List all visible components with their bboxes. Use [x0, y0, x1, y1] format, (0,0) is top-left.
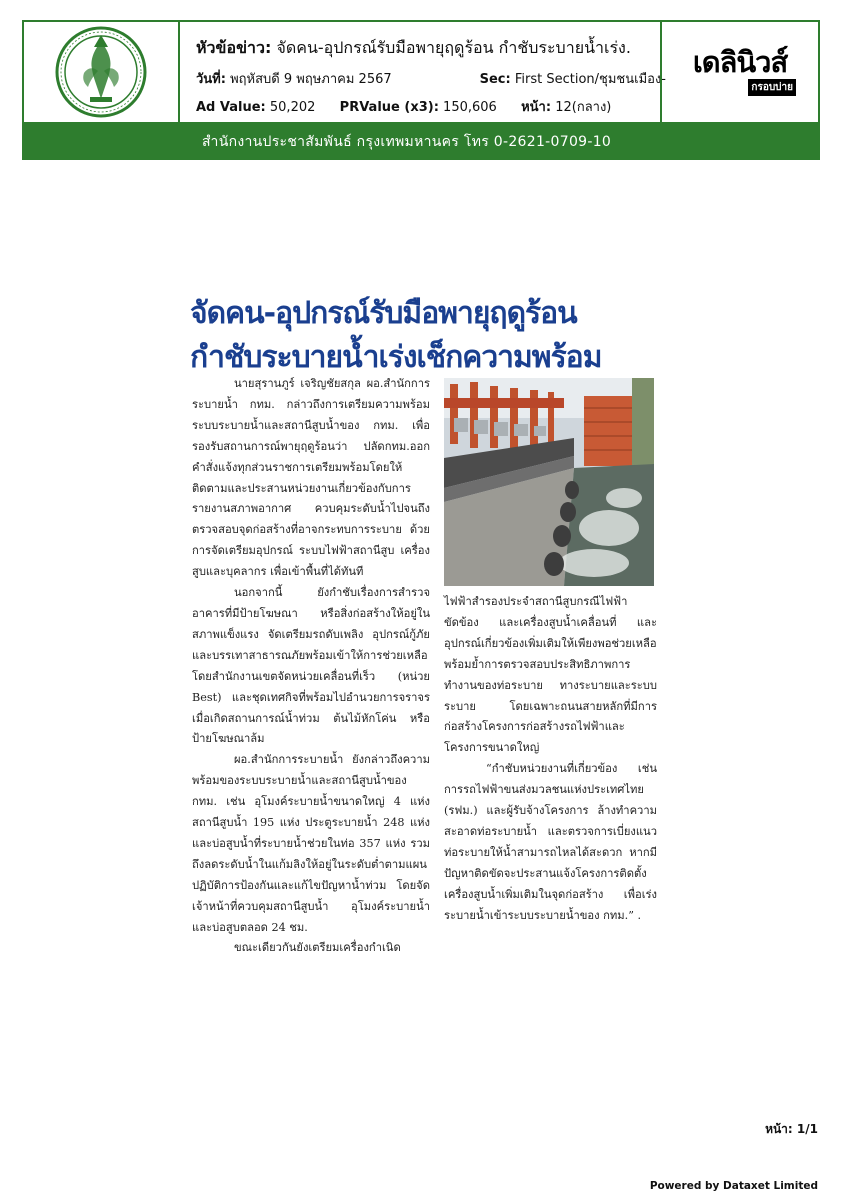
- clipping-info: [196, 22, 666, 122]
- headline-text: จัดคน-อุปกรณ์รับมือพายุฤดูร้อน กำชับระบายน้ำเร่ง.: [276, 38, 631, 57]
- ad-value: 50,202: [269, 100, 316, 115]
- pr-value-label: PRValue (x3):: [339, 100, 439, 115]
- section-label: Sec:: [479, 72, 511, 87]
- pr-value: 150,606: [443, 100, 497, 115]
- page-label: หน้า:: [521, 100, 552, 115]
- article-photo: [444, 378, 654, 586]
- section-info: [480, 68, 666, 89]
- page-indicator-label: หน้า:: [765, 1122, 793, 1136]
- article-column-right: [444, 592, 657, 927]
- page-indicator: [765, 1120, 818, 1139]
- headline-row: [196, 36, 631, 61]
- newspaper-name: เดลินิวส์: [692, 45, 788, 79]
- pumping-station-photo: [444, 378, 654, 586]
- article-title-line-1: จัดคน-อุปกรณ์รับมือพายุฤดูร้อน: [190, 296, 577, 331]
- article-title: [190, 292, 660, 380]
- clipping-header: [22, 20, 820, 124]
- logo-cell: [24, 22, 180, 122]
- article-paragraph: ผอ.สำนักการระบายน้ำ ยังกล่าวถึงความพร้อมของระบบระบายน้ำและสถานีสูบน้ำของ กทม. เช่น อุโมงค์ระบายน้ำขนาดใหญ่ 4 แห่ง สถานีสูบน้ำ 195 แห่ง ประตูระบายน้ำ 248 แห่ง และบ่อสูบน้ำที่ระบายน้ำช่วยในท่อ 357 แห่ง รวมถึงลดระดับน้ำในแก้มลิงให้อยู่ในระดับต่ำตามแผนปฏิบัติการป้องกันและแก้ไขปัญหาน้ำท่วม โดยจัดเจ้าหน้าที่ควบคุมสถานีสูบน้ำ อุโมงค์ระบายน้ำและบ่อสูบตลอด 24 ชม.: [192, 753, 430, 934]
- article-paragraph: นอกจากนี้ ยังกำชับเรื่องการสำรวจอาคารที่มีป้ายโฆษณา หรือสิ่งก่อสร้างให้อยู่ในสภาพแข็งแรง จัดเตรียมรถดับเพลิง อุปกรณ์กู้ภัย และบรรเทาสาธารณภัยพร้อมเข้าให้การช่วยเหลือ โดยสำนักงานเขตจัดหน่วยเคลื่อนที่เร็ว (หน่วย Best) และชุดเทศกิจที่พร้อมไปอำนวยการจราจร เมื่อเกิดสถานการณ์น้ำท่วม ต้นไม้หักโค่น หรือป้ายโฆษณาล้ม: [192, 586, 430, 746]
- article-paragraph: ขณะเดียวกันยังเตรียมเครื่องกำเนิด: [234, 941, 401, 955]
- section-value: First Section/ชุมชนเมือง-: [514, 72, 666, 87]
- article-column-left: [192, 374, 430, 959]
- headline-label: หัวข้อข่าว:: [196, 38, 272, 57]
- article-paragraph: นายสุรานภูร์ เจริญชัยสกุล ผอ.สำนักการระบายน้ำ กทม. กล่าวถึงการเตรียมความพร้อมระบบระบายน้ำและสถานีสูบน้ำของ กทม. เพื่อรองรับสถานการณ์พายุฤดูร้อนว่า ปลัดกทม.ออกคำสั่งแจ้งทุกส่วนราชการเตรียมพร้อมโดยให้ติดตามและประสานหน่วยงานเกี่ยวข้องกับการรายงานสภาพอากาศ ควบคุมระดับน้ำไปจนถึงตรวจสอบจุดก่อสร้างที่อาจกระทบการระบาย ด้วยการจัดเตรียมอุปกรณ์ ระบบไฟฟ้าสถานีสูบ เครื่องสูบและบุคลากร เพื่อเข้าพื้นที่ได้ทันที: [192, 377, 430, 579]
- page-value: 12(กลาง): [555, 100, 612, 115]
- article-title-line-2: กำชับระบายน้ำเร่งเช็กความพร้อม: [190, 340, 602, 375]
- newspaper-brand: [660, 22, 818, 122]
- contact-banner: สำนักงานประชาสัมพันธ์ กรุงเทพมหานคร โทร 0-2621-0709-10: [22, 124, 820, 160]
- ad-value-label: Ad Value:: [196, 100, 266, 115]
- date-label: วันที่:: [196, 72, 226, 87]
- bangkok-metropolitan-seal-icon: [54, 25, 148, 119]
- edition-badge: กรอบบ่าย: [748, 79, 796, 96]
- date-value: พฤหัสบดี 9 พฤษภาคม 2567: [230, 72, 392, 87]
- article-paragraph: ไฟฟ้าสำรองประจำสถานีสูบกรณีไฟฟ้าขัดข้อง และเครื่องสูบน้ำเคลื่อนที่ และอุปกรณ์เกี่ยวข้องเพิ่มเติมให้เพียงพอช่วยเหลือ พร้อมย้ำการตรวจสอบประสิทธิภาพการทำงานของท่อระบาย ทางระบายและระบบระบาย โดยเฉพาะถนนสายหลักที่มีการก่อสร้างโครงการก่อสร้างรถไฟฟ้าและโครงการขนาดใหญ่: [444, 595, 657, 755]
- powered-by-text: Powered by Dataxet Limited: [649, 1180, 818, 1192]
- page-indicator-value: 1/1: [796, 1122, 818, 1136]
- value-row: [196, 96, 611, 117]
- article-paragraph: “กำชับหน่วยงานที่เกี่ยวข้อง เช่น การรถไฟฟ้าขนส่งมวลชนแห่งประเทศไทย (รฟม.) และผู้รับจ้างโครงการ ล้างทำความสะอาดท่อระบายน้ำ และตรวจการเบี่ยงแนวท่อระบายให้น้ำสามารถไหลได้สะดวก หากมีปัญหาติดขัดจะประสานแจ้งโครงการติดตั้งเครื่องสูบน้ำเพิ่มเติมในจุดก่อสร้าง เพื่อเร่งระบายน้ำเข้าระบบระบายน้ำของ กทม.” .: [444, 762, 657, 922]
- date-row: [196, 68, 666, 89]
